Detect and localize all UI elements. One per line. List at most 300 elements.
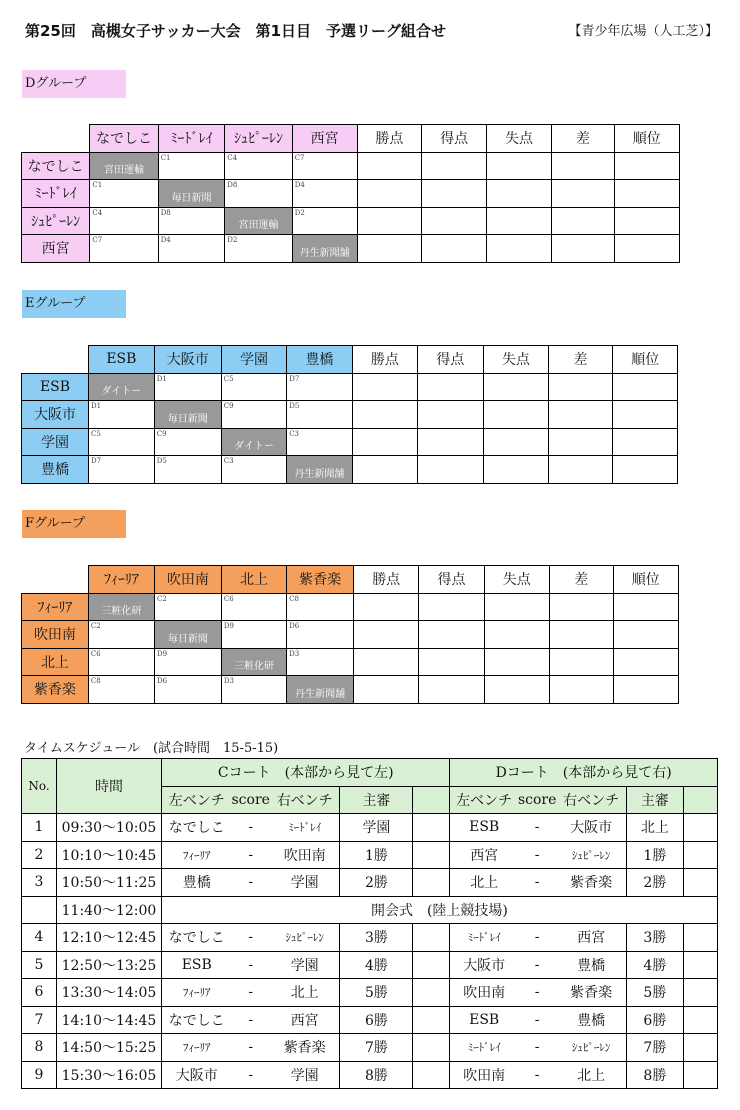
referee-cell	[154, 401, 221, 429]
match-code: D4	[160, 236, 171, 244]
d-blank-cell	[683, 1061, 717, 1089]
match-number: 7	[22, 1006, 57, 1034]
match-code: D6	[289, 622, 300, 630]
referee-cell	[158, 180, 225, 208]
c-left-team: ﾌｨｰﾘｱ	[162, 979, 232, 1007]
c-right-team: 学園	[270, 1061, 340, 1089]
group-row	[22, 235, 740, 263]
match-number: 6	[22, 979, 57, 1007]
c-left-team: ﾌｨｰﾘｱ	[162, 1034, 232, 1062]
d-left-team: 吹田南	[450, 1061, 518, 1089]
match-code: D5	[156, 457, 167, 465]
d-referee: 4勝	[626, 951, 683, 979]
referee-name: 丹生新聞舗	[299, 247, 350, 259]
c-blank-header	[413, 786, 450, 814]
d-referee: 7勝	[626, 1034, 683, 1062]
team-column-header: 紫香楽	[287, 566, 354, 594]
c-right-team: 紫香楽	[270, 1034, 340, 1062]
d-referee: 3勝	[626, 924, 683, 952]
stats-cell	[354, 621, 419, 649]
c-right-team: 吹田南	[270, 841, 340, 869]
c-referee-header: 主審	[340, 786, 413, 814]
c-score-dash: -	[232, 841, 270, 869]
match-cell	[221, 621, 286, 649]
stats-header: 順位	[614, 125, 679, 153]
stats-cell	[614, 235, 679, 263]
d-left-team: 大阪市	[450, 951, 518, 979]
stats-header: 勝点	[352, 346, 417, 374]
schedule-row	[22, 1006, 718, 1034]
stats-cell	[418, 428, 483, 456]
stats-cell	[354, 676, 419, 704]
group-label-f: Fグループ	[22, 510, 126, 538]
c-right-team: 学園	[270, 951, 340, 979]
match-code: D7	[289, 374, 300, 383]
match-cell	[221, 456, 286, 484]
c-right-bench-header: 右ベンチ	[270, 786, 340, 814]
match-code: D1	[156, 374, 167, 383]
referee-name: 毎日新聞	[171, 192, 212, 204]
match-time: 15:30～16:05	[57, 1061, 162, 1089]
c-right-team: ｼｭﾋﾟｰﾚﾝ	[270, 924, 340, 952]
c-referee: 3勝	[340, 924, 413, 952]
stats-cell	[487, 207, 552, 235]
stats-cell	[419, 621, 484, 649]
referee-name: 毎日新聞	[167, 633, 208, 645]
match-code: C5	[223, 374, 234, 383]
referee-cell	[90, 152, 158, 180]
group-row	[22, 401, 740, 429]
c-right-team: ﾐｰﾄﾞﾚｲ	[270, 814, 340, 842]
c-score-dash: -	[232, 814, 270, 842]
match-number: 1	[22, 814, 57, 842]
match-cell	[88, 648, 154, 676]
stats-cell	[422, 207, 487, 235]
stats-cell	[422, 235, 487, 263]
corner-cell	[22, 566, 89, 594]
referee-name: 毎日新聞	[167, 413, 208, 425]
match-cell	[154, 456, 221, 484]
c-blank-cell	[413, 1006, 450, 1034]
match-code: D8	[160, 208, 171, 217]
schedule-row	[22, 814, 718, 842]
team-column-header: ﾌｨｰﾘｱ	[88, 566, 154, 594]
match-time: 14:50～15:25	[57, 1034, 162, 1062]
c-right-team: 西宮	[270, 1006, 340, 1034]
stats-header: 順位	[613, 566, 678, 594]
d-left-bench-header: 左ベンチ	[450, 786, 518, 814]
referee-name: 宮田運輸	[238, 220, 279, 231]
group-table-d	[21, 124, 740, 263]
d-left-team: 吹田南	[450, 979, 518, 1007]
group-table-f	[21, 565, 740, 704]
referee-cell	[221, 428, 286, 456]
stats-cell	[419, 676, 484, 704]
stats-cell	[549, 621, 613, 649]
referee-cell	[292, 235, 357, 263]
match-code: C6	[90, 649, 101, 658]
match-code: D2	[294, 208, 305, 217]
d-left-team: 西宮	[450, 841, 518, 869]
c-score-dash: -	[232, 924, 270, 952]
group-row	[22, 648, 740, 676]
c-blank-cell	[413, 1034, 450, 1062]
d-right-team: 豊橋	[556, 951, 626, 979]
team-column-header: 北上	[221, 566, 286, 594]
d-left-team: ESB	[450, 814, 518, 842]
d-left-team: ﾐｰﾄﾞﾚｲ	[450, 924, 518, 952]
stats-cell	[354, 648, 419, 676]
stats-cell	[422, 180, 487, 208]
referee-cell	[287, 456, 352, 484]
stats-cell	[352, 456, 417, 484]
match-code: C8	[289, 594, 299, 603]
team-column-header: 大阪市	[154, 346, 221, 374]
stats-cell	[484, 676, 549, 704]
c-court-header: Cコート (本部から見て左)	[162, 759, 450, 787]
d-referee: 5勝	[626, 979, 683, 1007]
group-table-e	[21, 345, 740, 484]
referee-name: 三粧化研	[234, 661, 275, 672]
d-right-bench-header: 右ベンチ	[556, 786, 626, 814]
team-row-header: 紫香楽	[22, 676, 89, 704]
team-row-header: なでしこ	[22, 152, 90, 180]
c-blank-cell	[413, 814, 450, 842]
c-score-dash: -	[232, 1034, 270, 1062]
match-number: 8	[22, 1034, 57, 1062]
team-row-header: ﾌｨｰﾘｱ	[22, 593, 89, 621]
group-row	[22, 593, 740, 621]
stats-cell	[357, 152, 422, 180]
referee-cell	[88, 593, 154, 621]
match-cell	[88, 621, 154, 649]
match-cell	[154, 593, 221, 621]
team-row-header: 吹田南	[22, 621, 89, 649]
stats-cell	[483, 456, 548, 484]
schedule-table	[21, 758, 718, 1089]
page-title: 第25回 高槻女子サッカー大会 第1日目 予選リーグ組合せ	[25, 22, 447, 40]
d-right-team: 豊橋	[556, 1006, 626, 1034]
c-left-team: ﾌｨｰﾘｱ	[162, 841, 232, 869]
match-time: 13:30～14:05	[57, 979, 162, 1007]
d-score-header: score	[518, 786, 556, 814]
match-cell	[292, 152, 357, 180]
stats-cell	[484, 621, 549, 649]
c-left-team: 大阪市	[162, 1061, 232, 1089]
match-time: 12:50～13:25	[57, 951, 162, 979]
c-referee: 6勝	[340, 1006, 413, 1034]
team-row-header: 学園	[22, 428, 89, 456]
match-code: C1	[92, 181, 103, 189]
group-row	[22, 373, 740, 401]
match-number: 9	[22, 1061, 57, 1089]
d-score-dash: -	[518, 869, 556, 897]
match-cell	[221, 373, 286, 401]
stats-cell	[549, 428, 613, 456]
match-time: 14:10～14:45	[57, 1006, 162, 1034]
referee-cell	[154, 621, 221, 649]
d-referee: 1勝	[626, 841, 683, 869]
d-referee: 2勝	[626, 869, 683, 897]
team-row-header: ESB	[22, 373, 89, 401]
schedule-row	[22, 869, 718, 897]
stats-cell	[352, 373, 417, 401]
team-column-header: ﾐｰﾄﾞﾚｲ	[158, 125, 225, 153]
stats-cell	[551, 207, 614, 235]
match-cell	[292, 180, 357, 208]
group-label-e: Eグループ	[22, 290, 126, 318]
d-right-team: 北上	[556, 1061, 626, 1089]
stats-cell	[551, 180, 614, 208]
match-code: C4	[227, 153, 238, 162]
stats-header: 失点	[484, 566, 549, 594]
match-cell	[90, 180, 158, 208]
stats-cell	[613, 593, 678, 621]
referee-cell	[89, 373, 155, 401]
stats-cell	[487, 235, 552, 263]
c-referee: 8勝	[340, 1061, 413, 1089]
match-code: D3	[289, 649, 300, 658]
match-cell	[154, 648, 221, 676]
referee-name: ダイトー	[234, 441, 274, 452]
stats-cell	[613, 428, 678, 456]
match-code: C7	[294, 153, 305, 162]
d-left-team: 北上	[450, 869, 518, 897]
team-row-header: 西宮	[22, 235, 90, 263]
match-code: D5	[289, 402, 300, 410]
c-score-dash: -	[232, 979, 270, 1007]
group-row	[22, 621, 740, 649]
c-blank-cell	[413, 1061, 450, 1089]
stats-header: 差	[549, 566, 613, 594]
match-time: 09:30～10:05	[57, 814, 162, 842]
corner-cell	[22, 346, 89, 374]
d-score-dash: -	[518, 1034, 556, 1062]
stats-header: 勝点	[357, 125, 422, 153]
stats-cell	[549, 593, 613, 621]
match-code: C3	[289, 429, 300, 438]
referee-cell	[287, 676, 354, 704]
match-cell	[89, 428, 155, 456]
stats-cell	[419, 648, 484, 676]
d-blank-cell	[683, 951, 717, 979]
stats-cell	[549, 373, 613, 401]
match-code: D9	[156, 649, 168, 658]
d-score-dash: -	[518, 951, 556, 979]
c-blank-cell	[413, 924, 450, 952]
d-score-dash: -	[518, 924, 556, 952]
match-code: D8	[227, 181, 238, 189]
match-code: C9	[223, 402, 234, 410]
stats-cell	[613, 373, 678, 401]
match-cell	[287, 648, 354, 676]
match-cell	[90, 235, 158, 263]
match-cell	[287, 428, 352, 456]
c-score-dash: -	[232, 869, 270, 897]
stats-header: 勝点	[354, 566, 419, 594]
match-code: D3	[223, 677, 234, 685]
d-left-team: ESB	[450, 1006, 518, 1034]
c-left-team: なでしこ	[162, 814, 232, 842]
match-code: D2	[227, 236, 238, 244]
stats-cell	[549, 676, 613, 704]
match-time: 10:50～11:25	[57, 869, 162, 897]
schedule-title: タイムスケジュール (試合時間 15-5-15)	[24, 741, 279, 756]
d-score-dash: -	[518, 1061, 556, 1089]
stats-cell	[483, 373, 548, 401]
match-cell	[89, 456, 155, 484]
match-cell	[221, 676, 286, 704]
match-cell	[89, 401, 155, 429]
team-column-header: なでしこ	[90, 125, 158, 153]
match-cell	[88, 676, 154, 704]
opening-no-cell	[22, 896, 57, 924]
d-score-dash: -	[518, 814, 556, 842]
match-code: C4	[92, 208, 103, 217]
c-blank-cell	[413, 869, 450, 897]
c-left-team: なでしこ	[162, 924, 232, 952]
d-blank-cell	[683, 869, 717, 897]
stats-cell	[549, 456, 613, 484]
match-cell	[154, 428, 221, 456]
stats-header: 失点	[487, 125, 552, 153]
referee-name: 三粧化研	[101, 606, 142, 617]
stats-cell	[613, 621, 678, 649]
match-cell	[221, 401, 286, 429]
match-code: D6	[156, 677, 168, 685]
c-right-team: 北上	[270, 979, 340, 1007]
c-score-dash: -	[232, 951, 270, 979]
match-code: D9	[223, 622, 234, 630]
match-cell	[221, 593, 286, 621]
d-blank-cell	[683, 979, 717, 1007]
stats-header: 得点	[422, 125, 487, 153]
match-cell	[225, 180, 292, 208]
d-left-team: ﾐｰﾄﾞﾚｲ	[450, 1034, 518, 1062]
match-cell	[158, 152, 225, 180]
d-blank-cell	[683, 1006, 717, 1034]
team-column-header: ESB	[89, 346, 155, 374]
c-referee: 7勝	[340, 1034, 413, 1062]
c-referee: 5勝	[340, 979, 413, 1007]
c-referee: 4勝	[340, 951, 413, 979]
stats-cell	[418, 401, 483, 429]
d-blank-cell	[683, 814, 717, 842]
schedule-row	[22, 1034, 718, 1062]
stats-cell	[354, 593, 419, 621]
team-row-header: 大阪市	[22, 401, 89, 429]
opening-event: 開会式 (陸上競技場)	[162, 896, 718, 924]
d-blank-header	[683, 786, 717, 814]
c-left-team: ESB	[162, 951, 232, 979]
match-cell	[287, 373, 352, 401]
match-code: D1	[91, 402, 102, 410]
opening-time: 11:40～12:00	[57, 896, 162, 924]
d-right-team: ｼｭﾋﾟｰﾚﾝ	[556, 1034, 626, 1062]
schedule-row	[22, 1061, 718, 1089]
match-cell	[287, 593, 354, 621]
match-cell	[90, 207, 158, 235]
stats-cell	[357, 207, 422, 235]
team-row-header: 豊橋	[22, 456, 89, 484]
stats-cell	[352, 401, 417, 429]
c-referee: 2勝	[340, 869, 413, 897]
group-row	[22, 207, 740, 235]
match-cell	[158, 207, 225, 235]
c-score-dash: -	[232, 1006, 270, 1034]
match-cell	[287, 621, 354, 649]
schedule-row	[22, 951, 718, 979]
team-column-header: 学園	[221, 346, 286, 374]
group-row	[22, 180, 740, 208]
stats-cell	[484, 593, 549, 621]
stats-cell	[613, 456, 678, 484]
stats-cell	[551, 235, 614, 263]
stats-cell	[352, 428, 417, 456]
schedule-row	[22, 924, 718, 952]
stats-header: 差	[551, 125, 614, 153]
match-cell	[287, 401, 352, 429]
team-column-header: 吹田南	[154, 566, 221, 594]
stats-cell	[357, 235, 422, 263]
match-code: C5	[91, 429, 101, 438]
match-code: C6	[223, 594, 234, 603]
stats-header: 差	[549, 346, 613, 374]
opening-ceremony-row	[22, 896, 718, 924]
referee-cell	[225, 207, 292, 235]
schedule-time-header: 時間	[57, 759, 162, 814]
schedule-row	[22, 979, 718, 1007]
match-cell	[154, 676, 221, 704]
d-referee: 北上	[626, 814, 683, 842]
d-right-team: 紫香楽	[556, 979, 626, 1007]
team-row-header: 北上	[22, 648, 89, 676]
stats-cell	[418, 456, 483, 484]
match-cell	[292, 207, 357, 235]
c-left-team: なでしこ	[162, 1006, 232, 1034]
match-number: 2	[22, 841, 57, 869]
c-score-header: score	[232, 786, 270, 814]
match-number: 4	[22, 924, 57, 952]
match-cell	[158, 235, 225, 263]
match-code: C8	[90, 677, 101, 685]
d-referee-header: 主審	[626, 786, 683, 814]
d-right-team: 大阪市	[556, 814, 626, 842]
d-referee: 8勝	[626, 1061, 683, 1089]
match-number: 5	[22, 951, 57, 979]
stats-header: 失点	[483, 346, 548, 374]
stats-cell	[551, 152, 614, 180]
stats-cell	[418, 373, 483, 401]
venue-label: 【青少年広場（人工芝）】	[568, 24, 718, 39]
match-time: 12:10～12:45	[57, 924, 162, 952]
stats-cell	[483, 428, 548, 456]
match-cell	[225, 235, 292, 263]
team-row-header: ﾐｰﾄﾞﾚｲ	[22, 180, 90, 208]
d-right-team: 西宮	[556, 924, 626, 952]
referee-name: 丹生新聞舗	[295, 688, 346, 700]
match-code: C9	[156, 429, 167, 438]
match-code: C3	[223, 457, 234, 465]
stats-cell	[613, 401, 678, 429]
d-right-team: ｼｭﾋﾟｰﾚﾝ	[556, 841, 626, 869]
stats-header: 順位	[613, 346, 678, 374]
stats-cell	[549, 401, 613, 429]
referee-name: ダイトー	[101, 386, 142, 397]
d-blank-cell	[683, 841, 717, 869]
d-blank-cell	[683, 924, 717, 952]
c-blank-cell	[413, 979, 450, 1007]
